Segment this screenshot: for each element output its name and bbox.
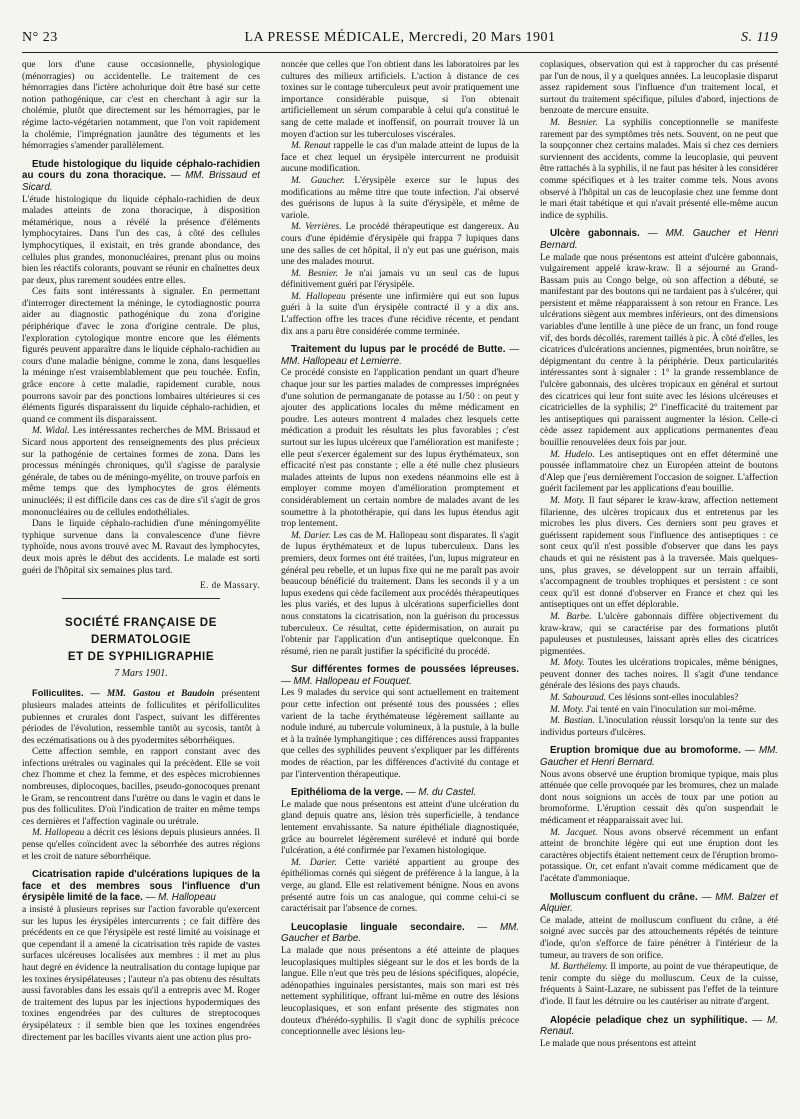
section-heading [540, 228, 778, 251]
speaker-name: M. Moty. [550, 658, 585, 669]
section-heading [281, 922, 519, 945]
paragraph-text: L'érysipèle exerce sur le lupus des modifications au même titre que toute infection. J'ai observé des guérisons de lupus à la suite d'érysipèle, et même de variole. [281, 175, 519, 221]
paragraph-text: a décrit ces lésions depuis plusieurs années. Il pense qu'elles coïncident avec la séborrhée des autres régions et les croit de nature séborrhéique. [22, 828, 260, 862]
signature: E. de Massary. [200, 580, 260, 591]
speaker-name: M. Besnier. [550, 117, 598, 128]
section-authors: — M. du Castel. [405, 787, 477, 799]
speaker-name: M. Bastian. [550, 716, 595, 727]
paragraph-text: Les antiseptiques ont en effet déterminé une poussée inflammatoire chez un Européen atteint de boutons d'Alep que j'eus dernièrement l'occasion de soigner. L'affection guérit facilement par les applications d'eau bouillie. [540, 449, 778, 495]
paragraph [281, 176, 519, 222]
speaker-name: M. Besnier. [291, 268, 338, 279]
section-title: Epithélioma de la verge. [291, 787, 404, 799]
paragraph [22, 426, 260, 519]
paragraph-text: Cette variété appartient au groupe des épithéliomas cornés qui siègent de préférence à la langue, à la verge, au gland. Elle est relativement bénigne. Nous en avons présenté autre fois un cas analogue, qui comme celui-ci se caractérisait par l'absence de cornes. [281, 857, 519, 915]
speaker-name: M. Moty. [550, 704, 584, 715]
section-title: Ulcère gabonnais. [550, 228, 640, 240]
paragraph: Dans le liquide céphalo-rachidien d'une méningomyélite typhique survenue dans la convalescence d'une fièvre typhoïde, nous avons trouvé avec M. Ravaut des lymphocytes, deux mois après le début des accidents. Le malade est sorti guéri de l'hôpital six semaines plus tard. [22, 519, 260, 576]
section-body: Le malade que nous présentons est atteint d'une ulcération du gland depuis quatre ans, lésion très superficielle, à tendance lentement envahissante. Sa nature épithéliale diagnostiquée, grâce au bourrelet légèrement surélevé et induré qui borde l'ulcération, a été confirmée par l'examen histologique. [281, 799, 519, 857]
speaker-name: M. Darier. [291, 857, 337, 868]
paragraph [22, 687, 260, 747]
session-date: 7 Mars 1901. [114, 667, 168, 679]
journal-title: LA PRESSE MÉDICALE, Mercredi, 20 Mars 1901 [244, 30, 556, 45]
paragraph: que lors d'une cause occasionnelle, physiologique (ménorragies) ou accidentelle. Le traitement de ces hémorragies dans l'ictère acholurique doit être basé sur cette notion pathogénique, car c'est en cherchant à agir sur la cholémie, plutôt que directement sur les hémorragies, par le régime lacto-végétarien notamment, que l'on voit rapidement la cholémie, l'imprégnation jaunâtre des téguments et les hémorragies s'amender parallèlement. [22, 60, 260, 152]
paragraph-text: Je n'ai jamais vu un seul cas de lupus définitivement guéri par l'érysipèle. [281, 268, 519, 291]
paragraph [540, 828, 778, 886]
section-authors: — MM. Gaucher et Henri Bernard. [540, 228, 778, 251]
paragraph-text: présente une infirmière qui eut son lupus guéri à la suite d'un érysipèle contracté il y a dix ans. L'affection offre les traces d'une récidive récente, et pendant dix ans a paru être considérée comme terminée. [281, 291, 519, 337]
paragraph [281, 292, 519, 338]
paragraph-text: Nous avons observé récemment un enfant atteint de bronchite légère qui eut une éruption dont les caractères objectifs étaient nettement ceux de l'éruption bromo-potassique. Or, cet enfant n'avait comme médicament que de l'acétate d'ammoniaque. [540, 827, 778, 884]
paragraph [281, 269, 519, 292]
paragraph [540, 693, 778, 705]
section-body: Ce malade, atteint de molluscum confluent du crâne, a été soigné avec succès par des attouchements répétés de teinture d'iode, qu'on s'efforce de faire pénétrer à l'intérieur de la tumeur, au travers de son orifice. [540, 915, 778, 961]
section-title: Molluscum confluent du crâne. [550, 891, 698, 903]
paragraph-text: Les intéressantes recherches de MM. Brissaud et Sicard nous apportent des renseignements des plus précieux sur la pathogénie de certaines formes de zona. Dans les processus méningés chroniques, qu'il s'agisse de paralysie générale, de tabes ou de méningo-myélite, on trouve parfois en même temps que des lymphocytes de gros éléments uninucléés; il est difficile dans ces cas de dire s'il s'agit de gros mononucléaires ou de cellules endothéliales. [22, 426, 260, 518]
section-heading [540, 745, 778, 768]
section-body: a insisté à plusieurs reprises sur l'action favorable qu'exercent sur les lupus les érysipèles intercurrents ; ce fait diffère des précédents en ce que l'érysipèle est resté limité au voisinage et que cependant il a amené la cicatrisation très rapide de vastes surfaces ulcéreuses localisées aux membres : il met au plus haut degré en évidence la neutralisation du contage lupique par les toxines érysipélateuses ; l'auteur n'a pas obtenu des résultats aussi favorables dans les essais qu'il a entrepris avec M. Roger de traitement des lupus par les injections hypodermiques des toxines engendrées par des cultures de streptocoques érysipélateux : il semble bien que les toxines engendrées directement par les bacilles vivants aient une action plus pro- [22, 905, 260, 1043]
page-reference: S. 119 [741, 30, 778, 45]
section-authors: — MM. Gaucher et Barbe. [281, 921, 519, 945]
paragraph-text: rappelle le cas d'un malade atteint de lupus de la face et chez lequel un érysipèle intercurrent ne produisit aucune modification. [281, 141, 519, 175]
divider [62, 598, 220, 599]
paragraph-text: L'ulcère gabonnais diffère objectivement du kraw-kraw, qui se caractérise par des formations plutôt papuleuses et pustuleuses, laissant après elles des cicatrices pigmentées. [540, 611, 778, 657]
section-heading [281, 787, 519, 799]
paragraph [540, 450, 778, 496]
section-body: L'étude histologique du liquide céphalo-rachidien de deux malades atteints de zona thoracique, à disposition métamérique, nous a révélé la présence d'éléments lymphocytaires. Dans l'un des cas, à côté des cellules lymphocytiques, il existait, en très grande abondance, des cellules plus grandes, mononucléaires, prenant plus ou moins bien les réactifs colorants, pouvant se réunir en chaînettes deux par deux, plus rarement soudées entre elles. [22, 194, 260, 286]
paragraph [281, 222, 519, 268]
section-body: Le malade que nous présentons est atteint [540, 1038, 697, 1049]
section-body: La malade que nous présentons a été atteinte de plaques leucoplasiques multiples siégeant sur le dos et les bords de la langue. Elle n'eut que très peu de lésions spécifiques, alopécie, adénopathies inguinales persistantes, mais son mari est très nettement syphilitique, offrant lui-même en outre des lésions leucoplasiques, et son enfant présente des stigmates non douteux d'hérédo-syphilis. Il s'agit donc de syphilis précoce conceptionnelle avec lésions leu- [281, 945, 519, 1038]
speaker-name: M. Barthélemy. [550, 962, 608, 973]
paragraph [22, 828, 260, 863]
section-heading [22, 159, 260, 194]
section-authors: — M. Renaut. [540, 1014, 778, 1038]
paragraph: noncée que celles que l'on obtient dans les laboratoires par les cultures des milieux artificiels. L'action à distance de ces toxines sur le contage tuberculeux peut avoir pratiquement une importance considérable puisque, si l'on obtenait artificiellement un sérum comparable à celui qu'a constitué le sang de cette malade et inoffensif, on pourrait trouver là un moyen d'action sur les tuberculoses viscérales. [281, 60, 519, 140]
section-heading [540, 892, 778, 915]
paragraph: coplasiques, observation qui est à rapprocher du cas présenté par l'un de nous, il y a quelques années. La leucoplasie disparut assez rapidement sous l'influence d'un traitement local, et surtout du traitement spécifique, pilules d'abord, injections de benzoate de mercure ensuite. [540, 60, 778, 117]
speaker-name: M. Barbe. [550, 611, 592, 622]
society-heading-line2: ET DE SYPHILIGRAPHIE [67, 650, 215, 663]
section-body: Le malade que nous présentons est atteint d'ulcère gabonnais, vulgairement appelé kraw-kraw. Il a séjourné au Grand-Bassam puis au Congo belge, où son affection a débuté, se manifestant par des boutons qui ne tardaient pas à s'ulcérer, qui persistent et même réapparaissent à son retour en France. Les ulcérations siègent aux membres inférieurs, ont des dimensions variables d'une lentille à une pièce de un franc, un fond rouge vif, des bords décollés, rarement taillés à pic. À côté d'elles, les cicatrices d'ulcérations anciennes, pigmentées, brun noirâtre, se dépigmentant du centre à la périphérie. Deux particularités intéressantes sont à signaler : 1° la grande ressemblance de l'ulcère gabonnais, des ulcères tropicaux en général et surtout des cicatrices qui leur font suite avec les lésions ulcéreuses et cicatricielles de la syphilis; 2° l'inefficacité du traitement par les antiseptiques qui paraissent augmenter la lésion. Celle-ci cède assez rapidement aux applications permanentes d'eau bouillie renouvelées deux fois par jour. [540, 252, 778, 448]
speaker-name: M. Darier. [291, 530, 331, 541]
column-3 [540, 60, 778, 1110]
paragraph [540, 705, 778, 717]
section-authors: — M. Hallopeau [145, 892, 216, 904]
section-title: Folliculites. [32, 687, 84, 699]
paragraph [540, 716, 778, 739]
paragraph [540, 496, 778, 612]
page-number: N° 23 [22, 30, 58, 45]
section-body: Les 9 malades du service qui sont actuellement en traitement pour cette infection ont présenté tous des poussées ; elles varient de la tache érythémateuse légèrement saillante au nodule induré, au tubercule volumineux, à la pustule, à la bulle et à la traînée lymphangitique ; ces différences aussi frappantes que celles des syphilides peuvent s'expliquer par les différents modes de réaction, par les différences d'activité du contage et par l'intervention thérapeutique. [281, 688, 519, 780]
section-heading [281, 344, 519, 367]
section-authors: — MM. Hallopeau et Fouquet. [281, 675, 412, 687]
paragraph [540, 612, 778, 658]
paragraph-text: Il importe, au point de vue thérapeutique, de tenir compte du siège du molluscum. Ceux de la cuisse, fréquents à Saint-Lazare, ne subissent pas l'effet de la teinture d'iode. Il faut les détruire ou les cautériser au nitrate d'argent. [540, 962, 778, 1007]
section-title: Leucoplasie linguale secondaire. [291, 921, 465, 933]
paragraph [540, 962, 778, 1008]
paragraph-text: Le procédé thérapeutique est dangereux. Au cours d'une épidémie d'érysipèle qui frappa 7 lupiques dans une des salles de cet hôpital, il n'y eut pas une guérison, mais une des malades mourut. [281, 222, 519, 268]
page-header [22, 30, 778, 53]
paragraph [540, 658, 778, 693]
section-title: Cicatrisation rapide d'ulcérations lupiques de la face et des membres sous l'influence d'un érysipèle limité de la face. [22, 869, 260, 904]
society-heading [22, 615, 260, 666]
paragraph [281, 141, 519, 176]
section-body: présentent plusieurs malades atteints de folliculites et périfolliculites pubiennes et crurales dont l'aspect, suivant les différentes périodes de l'évolution, ressemble tantôt au sycosis, tantôt à des eczématisations ou à des pyodermites séborrhéiques. [22, 689, 260, 746]
section-heading [281, 664, 519, 687]
column-2 [281, 60, 519, 1110]
section-heading [540, 1015, 778, 1038]
section-authors: — MM. Balzer et Alquier. [540, 891, 778, 915]
column-1 [22, 60, 260, 1110]
speaker-name: M. Moty. [550, 495, 586, 506]
speaker-name: M. Hudelo. [550, 449, 595, 460]
paragraph-text: L'inoculation réussit lorsqu'on la tente sur des individus porteurs d'ulcères. [540, 716, 778, 738]
section-authors: — MM. Gaucher et Henri Bernard. [540, 745, 778, 769]
speaker-name: M. Hallopeau [32, 828, 85, 839]
section-title: Eruption bromique due au bromoforme. [550, 745, 741, 757]
paragraph-text: Il faut séparer le kraw-kraw, affection nettement filarienne, des ulcères tropicaux dus et entretenus par les microbes les plus divers. Ces derniers sont peu graves et guérissent rapidement sous l'influence des antiseptiques : ce sont ceux qu'il n'est possible d'observer que dans les pays chauds et qui ne résistent pas à la traversée. Mais quelques-uns, plus graves, se développent sur un terrain affaibli, s'accompagnent de troubles trophiques et persistent : ce sont ceux qu'il est donné d'observer en France et chez qui les antiseptiques ont un effet déplorable. [540, 495, 778, 611]
paragraph [281, 858, 519, 916]
paragraph [540, 118, 778, 222]
paragraph-text: Ces lésions sont-elles inoculables? [608, 693, 739, 704]
section-authors: — MM. Gastou et Baudoin [90, 689, 215, 700]
section-body: Ce procédé consiste en l'application pendant un quart d'heure chaque jour sur les parties malades de compresses imprégnées d'une solution de permanganate de potasse au 1/50 : on peut y ajouter des applications locales du même médicament en poudre. Les auteurs montrent 4 malades chez lesquels cette médication a produit les résultats les plus favorables ; c'est surtout sur les lupus ulcéreux que l'amélioration est manifeste ; elle peut s'exercer également sur des lupus érythémateux, son efficacité n'est pas constante ; elle a été nulle chez plusieurs malades atteints de lupus non exedens néanmoins elle est à employer comme moyen d'amélioration promptement et considérablement un certain nombre de malades avant de les soumettre à la photothérapie, qui dans les lupus étendus agit trop lentement. [281, 368, 519, 530]
section-title: Traitement du lupus par le procédé de Butte. [291, 344, 506, 356]
paragraph-text: La syphilis conceptionnelle se manifeste rarement par des symptômes très nets. Souvent, on ne peut que la soupçonner chez certains malades. Mais si chez ces derniers surviennent des accidents, comme la leucoplasie, qui peuvent être rattachés à la syphilis, il ne faut pas hésiter à les considérer comme spécifiques et à les traiter comme tels. Nous avons observé à l'hôpital un cas de leucoplasie chez une femme dont le mari était tabétique et qui n'avait présenté elle-même aucun indice de syphilis. [540, 117, 778, 221]
speaker-name: M. Widal. [32, 426, 70, 437]
section-title: Alopécie peladique chez un syphilitique. [550, 1014, 748, 1026]
paragraph: Ces faits sont intéressants à signaler. En permettant d'interroger directement la méninge, le cytodiagnostic pourra aider au diagnostic pathogénique du zona d'origine périphérique d'avec le zona d'origine centrale. De plus, l'exploration cytologique montre encore que les éléments figurés peuvent apparaître dans le liquide céphalo-rachidien au cours d'une maladie bénigne, comme le zona, dans lesquelles la méninge n'est vraisemblablement que peu touchée. Enfin, grâce encore à cette maladie, rapidement curable, nous pourrons savoir par des ponctions lombaires ultérieures si ces éléments figurés disparaissent du liquide céphalo-rachidien, et quand ce comment ils disparaissent. [22, 287, 260, 425]
speaker-name: M. Hallopeau [291, 291, 346, 302]
speaker-name: M. Renaut [291, 141, 331, 152]
paragraph-text: J'ai tenté en vain l'inoculation sur moi-même. [585, 704, 757, 715]
section-authors: — MM. Brissaud et Sicard. [22, 170, 260, 193]
paragraph-text: Toutes les ulcérations tropicales, même bénignes, peuvent donner des taches noires. Il s'agit d'une tendance générale des lésions des pays chauds. [540, 658, 778, 692]
paragraph: Cette affection semble, en rapport constant avec des infections urétrales ou vaginales qui la précèdent. Elle se voit chez l'homme et chez la femme, et des espèces microbiennes nombreuses, diplocoques, bacilles, pseudo-gonocoques prenant le Gram, se rencontrent dans l'urètre ou dans le vagin et dans le pus des folliculites. D'où l'indication de traiter en même temps ces dernières et l'affection vaginale ou urétrale. [22, 747, 260, 827]
section-title: Etude histologique du liquide céphalo-rachidien au cours du zona thoracique. [22, 158, 260, 182]
paragraph-text: Les cas de M. Hallopeau sont disparates. Il s'agit de lupus érythémateux et de lupus tuberculeux. Dans les premiers, deux formes ont été traitées, l'un, lupus migrateur en général peu rebelle, et un lupus fixe qui ne me paraît pas avoir beaucoup bénéficié du traitement. Dans les seconds il y a un lupus exedens qui cède facilement aux procédés thérapeutiques les plus variés, et des lupus à ulcérations superficielles dont nous constatons la cicatrisation, non la guérison du processus tuberculeux. Ce résultat, cette épidermisation, on aurait pu l'obtenir par l'application d'un antiseptique quelconque. En résumé, rien ne paraît justifier la spécificité du procédé. [281, 530, 519, 657]
section-title: Sur différentes formes de poussées lépreuses. [291, 664, 519, 676]
paragraph [281, 531, 519, 659]
speaker-name: M. Jacquet. [550, 827, 598, 838]
speaker-name: M. Gaucher. [291, 175, 345, 186]
section-authors: — MM. Hallopeau et Lemierre. [281, 344, 519, 367]
section-body: Nous avons observé une éruption bromique typique, mais plus atténuée que celle provoquée par les bromures, chez un malade dont nous soignions un accès de toux par une potion au bromoforme. L'éruption cessait dès qu'on suspendait le médicament et réapparaissait avec lui. [540, 769, 778, 826]
section-heading [22, 869, 260, 904]
speaker-name: M. Verrières. [291, 222, 342, 233]
speaker-name: M. Sabouraud. [550, 693, 606, 704]
society-heading-line1: SOCIÉTÉ FRANÇAISE DE DERMATOLOGIE [65, 616, 217, 646]
